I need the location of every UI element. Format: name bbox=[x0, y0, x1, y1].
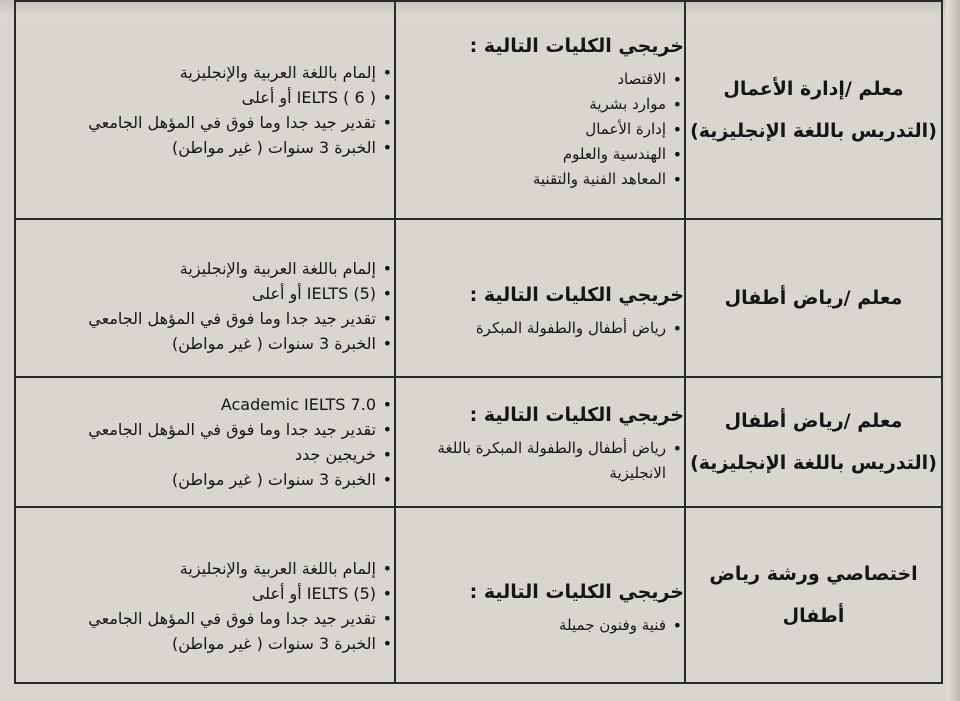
colleges-list bbox=[396, 613, 684, 638]
colleges-cell bbox=[395, 1, 685, 219]
colleges-list bbox=[396, 67, 684, 192]
list-item: • IELTS (5) أو أعلى bbox=[16, 581, 376, 606]
job-title: معلم /رياض أطفال (التدريس باللغة الإنجليزية) bbox=[685, 377, 942, 507]
colleges-cell bbox=[395, 219, 685, 377]
colleges-list bbox=[396, 316, 684, 341]
colleges-heading: خريجي الكليات التالية : bbox=[469, 283, 684, 306]
list-item: • الهندسية والعلوم bbox=[396, 142, 666, 167]
requirements-list bbox=[16, 392, 394, 492]
list-item: • تقدير جيد جدا وما فوق في المؤهل الجامعي bbox=[16, 110, 376, 135]
requirements-cell bbox=[15, 507, 395, 683]
list-item: • إلمام باللغة العربية والإنجليزية bbox=[16, 256, 376, 281]
table-row bbox=[15, 1, 942, 219]
list-item: • فنية وفنون جميلة bbox=[396, 613, 666, 638]
table-row bbox=[15, 219, 942, 377]
list-item: • الاقتصاد bbox=[396, 67, 666, 92]
table-row bbox=[15, 377, 942, 507]
list-item: • موارد بشرية bbox=[396, 92, 666, 117]
page-edge bbox=[946, 0, 960, 701]
job-title: معلم /إدارة الأعمال (التدريس باللغة الإنجليزية) bbox=[685, 1, 942, 219]
colleges-cell bbox=[395, 507, 685, 683]
list-item: • Academic IELTS 7.0 bbox=[16, 392, 376, 417]
list-item: • الخبرة 3 سنوات ( غير مواطن) bbox=[16, 331, 376, 356]
colleges-heading: خريجي الكليات التالية : bbox=[469, 580, 684, 603]
requirements-list bbox=[16, 556, 394, 656]
table-row bbox=[15, 507, 942, 683]
list-item: • الخبرة 3 سنوات ( غير مواطن) bbox=[16, 631, 376, 656]
list-item: • إلمام باللغة العربية والإنجليزية bbox=[16, 556, 376, 581]
list-item: • رياض أطفال والطفولة المبكرة bbox=[396, 316, 666, 341]
requirements-list bbox=[16, 256, 394, 356]
job-title: اختصاصي ورشة رياض أطفال bbox=[685, 507, 942, 683]
list-item: • تقدير جيد جدا وما فوق في المؤهل الجامعي bbox=[16, 306, 376, 331]
requirements-cell bbox=[15, 377, 395, 507]
list-item: • IELTS (5) أو أعلى bbox=[16, 281, 376, 306]
colleges-list bbox=[396, 436, 684, 486]
requirements-list bbox=[16, 60, 394, 160]
job-requirements-table bbox=[14, 0, 943, 684]
colleges-heading: خريجي الكليات التالية : bbox=[469, 404, 684, 426]
colleges-heading: خريجي الكليات التالية : bbox=[469, 34, 684, 57]
list-item: • تقدير جيد جدا وما فوق في المؤهل الجامعي bbox=[16, 417, 376, 442]
requirements-cell bbox=[15, 1, 395, 219]
colleges-cell bbox=[395, 377, 685, 507]
list-item: • الخبرة 3 سنوات ( غير مواطن) bbox=[16, 467, 376, 492]
list-item: • خريجين جدد bbox=[16, 442, 376, 467]
requirements-cell bbox=[15, 219, 395, 377]
list-item: • رياض أطفال والطفولة المبكرة باللغة الانجليزية bbox=[396, 436, 666, 486]
list-item: • الخبرة 3 سنوات ( غير مواطن) bbox=[16, 135, 376, 160]
list-item: • IELTS ( 6 ) أو أعلى bbox=[16, 85, 376, 110]
job-title: معلم /رياض أطفال bbox=[685, 219, 942, 377]
list-item: • إلمام باللغة العربية والإنجليزية bbox=[16, 60, 376, 85]
list-item: • إدارة الأعمال bbox=[396, 117, 666, 142]
list-item: • المعاهد الفنية والتقنية bbox=[396, 167, 666, 192]
list-item: • تقدير جيد جدا وما فوق في المؤهل الجامعي bbox=[16, 606, 376, 631]
